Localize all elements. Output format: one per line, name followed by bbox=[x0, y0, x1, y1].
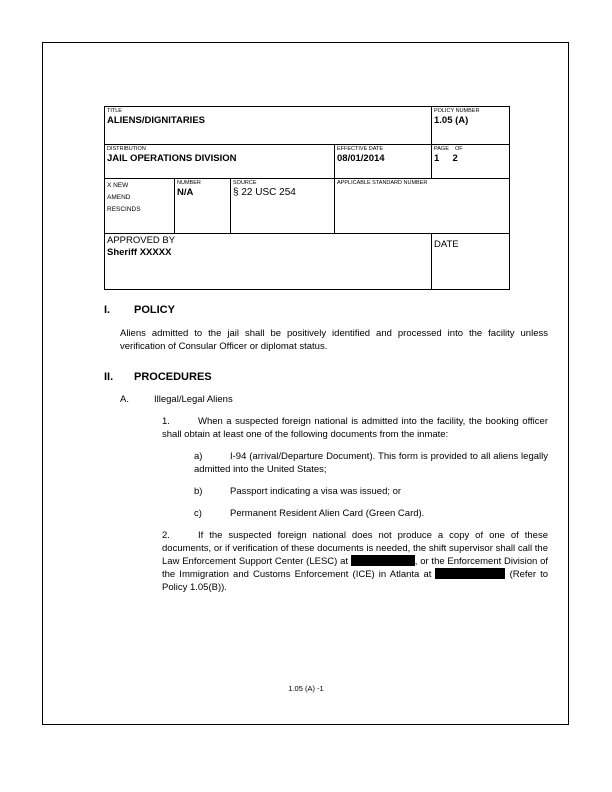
date-cell bbox=[432, 234, 510, 290]
section-policy-number: I. bbox=[104, 304, 111, 316]
subsection-a-number: A. bbox=[120, 394, 129, 405]
number-label: NUMBER bbox=[177, 180, 201, 186]
page-number: 1 bbox=[434, 153, 440, 164]
source-cell bbox=[231, 179, 335, 234]
item-1-a bbox=[104, 450, 548, 476]
subsection-a-title: Illegal/Legal Aliens bbox=[154, 394, 233, 405]
item-2-number: 2. bbox=[162, 530, 170, 541]
source-label: SOURCE bbox=[233, 180, 257, 186]
effective-date: 08/01/2014 bbox=[337, 153, 385, 164]
item-1-c-text: Permanent Resident Alien Card (Green Card). bbox=[230, 508, 425, 519]
item-1-text: When a suspected foreign national is admitted into the facility, the booking officer shall obtain at least one of the following documents from the inmate: bbox=[162, 416, 548, 440]
item-1-b bbox=[104, 485, 548, 498]
policy-number: 1.05 (A) bbox=[434, 115, 469, 126]
section-procedures-heading bbox=[104, 371, 548, 384]
item-1-number: 1. bbox=[162, 416, 170, 427]
number-cell bbox=[175, 179, 231, 234]
approved-by: Sheriff XXXXX bbox=[107, 247, 172, 258]
policy-number-label: POLICY NUMBER bbox=[434, 108, 480, 114]
item-2 bbox=[104, 529, 548, 594]
distribution-cell bbox=[105, 145, 335, 179]
applicable-standard-cell bbox=[335, 179, 510, 234]
policy-header-table bbox=[104, 106, 510, 290]
distribution-label: DISTRIBUTION bbox=[107, 146, 146, 152]
effective-date-label: EFFECTIVE DATE bbox=[337, 146, 384, 152]
subsection-a-heading bbox=[104, 393, 548, 406]
source-value: § 22 USC 254 bbox=[233, 187, 296, 198]
of-label: OF bbox=[455, 146, 463, 152]
page-of-labels bbox=[434, 146, 507, 153]
distribution: JAIL OPERATIONS DIVISION bbox=[107, 153, 237, 164]
title-cell bbox=[105, 107, 432, 145]
page-cell bbox=[432, 145, 510, 179]
status-rescinds: RESCINDS bbox=[107, 206, 141, 213]
title-label: TITLE bbox=[107, 108, 122, 114]
status-new: X NEW bbox=[107, 182, 129, 189]
policy-text: Aliens admitted to the jail shall be positively identified and processed into the facility unless verification of Consular Officer or diplomat status. bbox=[120, 328, 548, 352]
approved-by-label: APPROVED BY bbox=[107, 235, 176, 246]
number-value: N/A bbox=[177, 187, 194, 198]
section-policy-heading bbox=[104, 304, 548, 317]
policy-number-cell bbox=[432, 107, 510, 145]
date-label: DATE bbox=[434, 239, 459, 250]
document-body bbox=[104, 304, 548, 594]
document-title: ALIENS/DIGNITARIES bbox=[107, 115, 205, 126]
page-of-values bbox=[434, 153, 507, 165]
page-footer: 1.05 (A) -1 bbox=[288, 684, 324, 693]
item-1-b-number: b) bbox=[194, 486, 203, 497]
item-1-b-text: Passport indicating a visa was issued; or bbox=[230, 486, 402, 497]
page-label: PAGE bbox=[434, 146, 449, 152]
applicable-standard-label: APPLICABLE STANDARD NUMBER bbox=[337, 180, 428, 186]
status-cell bbox=[105, 179, 175, 234]
item-1-c bbox=[104, 507, 548, 520]
effective-date-cell bbox=[335, 145, 432, 179]
approved-by-cell bbox=[105, 234, 432, 290]
section-policy-title: POLICY bbox=[134, 304, 175, 316]
redacted-phone-lesc bbox=[351, 555, 415, 566]
page-total: 2 bbox=[452, 153, 458, 164]
item-1-c-number: c) bbox=[194, 508, 202, 519]
item-1-a-text: I-94 (arrival/Departure Document). This form is provided to all aliens legally admitted into the United States; bbox=[194, 451, 548, 475]
section-procedures-number: II. bbox=[104, 371, 114, 383]
item-1 bbox=[104, 415, 548, 441]
item-1-a-number: a) bbox=[194, 451, 203, 462]
status-amend: AMEND bbox=[107, 194, 131, 201]
item-2-text-part-3: (Refer to Policy 1.05(B)). bbox=[162, 569, 549, 593]
item-2-text-part-2: , or the Enforcement Division of the Immigration and Customs Enforcement (ICE) in Atlanta at bbox=[162, 556, 548, 580]
redacted-phone-ice bbox=[435, 568, 505, 579]
section-procedures-title: PROCEDURES bbox=[134, 371, 212, 383]
item-2-text-part-1: If the suspected foreign national does not produce a copy of one of these documents, or if verification of these documents is needed, the shift supervisor shall call the Law Enforcement Support Center (LESC) at bbox=[162, 530, 548, 567]
